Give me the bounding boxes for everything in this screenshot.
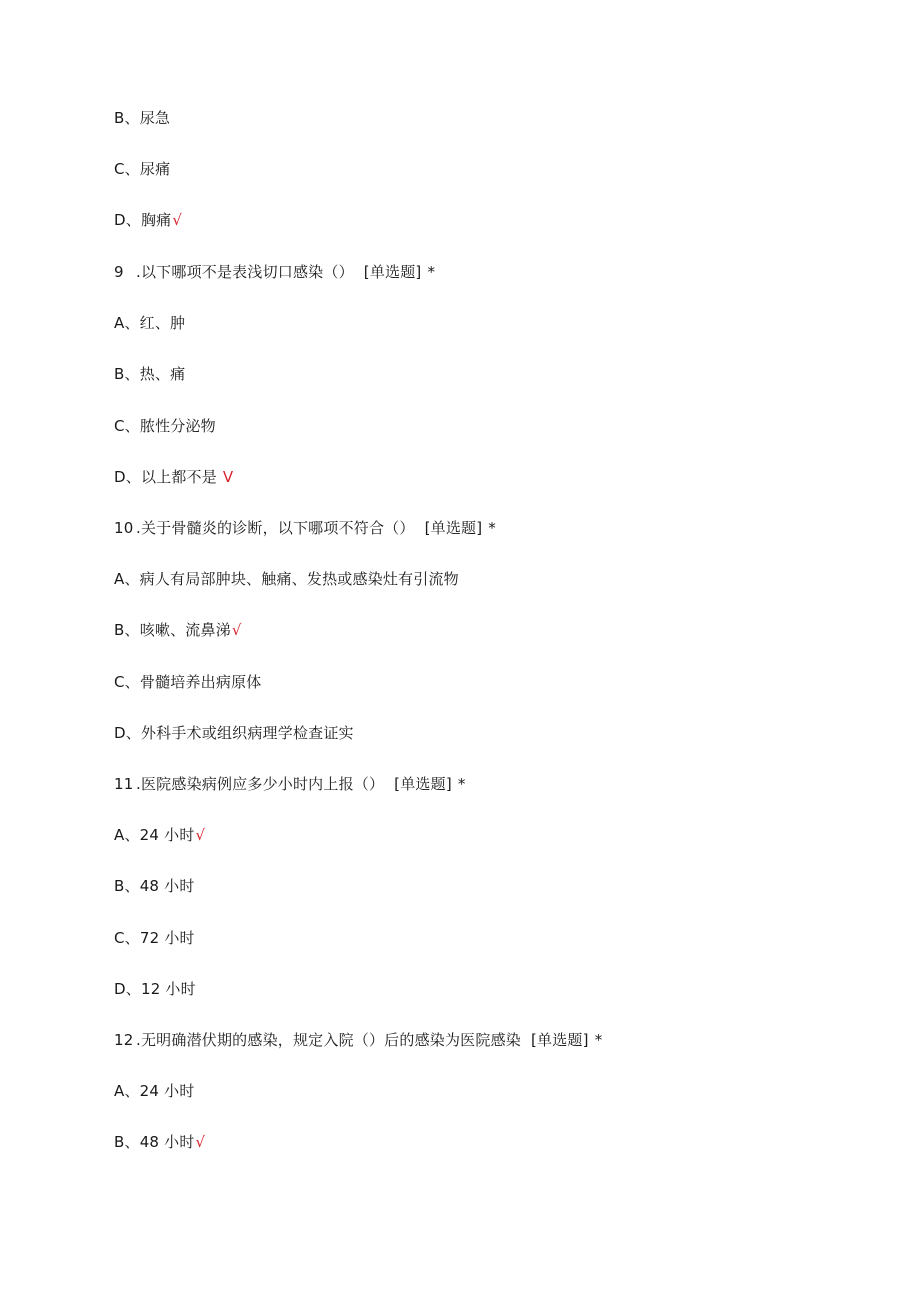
option-text: D、12 小时: [114, 980, 196, 998]
option-12a: [114, 1081, 195, 1101]
answer-check-mark: √: [172, 211, 183, 229]
question-10: [114, 518, 496, 538]
option-text: A、红、肿: [114, 314, 186, 332]
option-11b: [114, 876, 195, 896]
option-text: A、24 小时: [114, 1082, 195, 1100]
option-8b: [114, 108, 170, 128]
option-text: B、热、痛: [114, 365, 186, 383]
option-text: C、72 小时: [114, 929, 195, 947]
required-asterisk: *: [594, 1031, 603, 1049]
option-11c: [114, 928, 195, 948]
required-asterisk: *: [457, 775, 466, 793]
question-text: .关于骨髓炎的诊断，以下哪项不符合（）: [136, 519, 415, 537]
question-11: [114, 774, 466, 794]
option-text: C、骨髓培养出病原体: [114, 673, 262, 691]
answer-check-mark: √: [195, 826, 206, 844]
question-9: [114, 262, 435, 282]
required-asterisk: *: [488, 519, 496, 537]
option-9c: [114, 416, 216, 436]
question-number: 9: [114, 263, 124, 281]
option-text: B、48 小时: [114, 877, 195, 895]
question-number: 10: [114, 519, 134, 537]
question-type-tag: [单选题]: [363, 263, 422, 281]
option-11d: [114, 979, 196, 999]
option-text: A、24 小时: [114, 826, 195, 844]
option-10a: [114, 569, 459, 589]
question-type-tag: [单选题]: [530, 1031, 589, 1049]
option-text: C、尿痛: [114, 160, 171, 178]
option-text: B、48 小时: [114, 1133, 195, 1151]
question-number: 11: [114, 775, 134, 793]
option-9b: [114, 364, 185, 384]
option-text: D、胸痛: [114, 211, 172, 229]
option-12b: [114, 1132, 205, 1152]
option-11a: [114, 825, 205, 845]
question-number: 12: [114, 1031, 134, 1049]
option-text: A、病人有局部肿块、触痛、发热或感染灶有引流物: [114, 570, 459, 588]
option-10c: [114, 672, 261, 692]
required-asterisk: *: [427, 263, 436, 281]
answer-check-mark: √: [231, 621, 242, 639]
option-8c: [114, 159, 170, 179]
question-text: .医院感染病例应多少小时内上报（）: [136, 775, 385, 793]
question-type-tag: [单选题]: [424, 519, 483, 537]
question-type-tag: [单选题]: [394, 775, 452, 793]
option-9a: [114, 313, 185, 333]
option-text: C、脓性分泌物: [114, 417, 216, 435]
option-text: B、尿急: [114, 109, 171, 127]
option-text: D、以上都不是: [114, 468, 217, 486]
option-9d: [114, 467, 233, 487]
question-text: .以下哪项不是表浅切口感染（）: [136, 263, 354, 281]
option-8d: [114, 210, 182, 230]
option-text: D、外科手术或组织病理学检查证实: [114, 724, 354, 742]
answer-check-mark: V: [217, 468, 234, 486]
question-12: [114, 1030, 602, 1050]
question-text: .无明确潜伏期的感染，规定入院（）后的感染为医院感染: [136, 1031, 521, 1049]
answer-check-mark: √: [195, 1133, 206, 1151]
option-10b: [114, 620, 242, 640]
option-text: B、咳嗽、流鼻涕: [114, 621, 231, 639]
option-10d: [114, 723, 354, 743]
